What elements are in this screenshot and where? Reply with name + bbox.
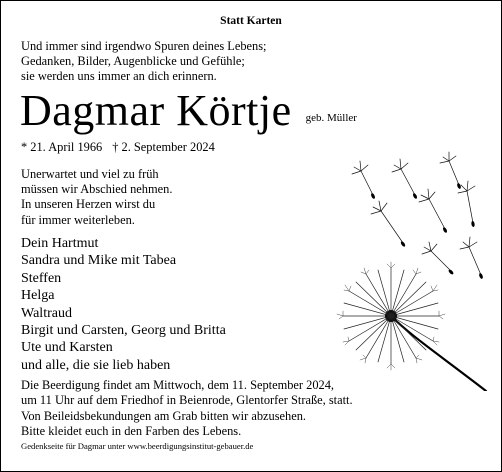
life-dates <box>21 140 215 155</box>
poem <box>21 39 266 85</box>
mourner: Birgit und Carsten, Georg und Britta <box>21 323 226 339</box>
poem-line: Und immer sind irgendwo Spuren deines Lebens; <box>21 39 267 53</box>
poem-line: Gedanken, Bilder, Augenblicke und Gefühle; <box>21 54 245 69</box>
memorial-page-note: Gedenkseite für Dagmar unter www.beerdigungsinstitut-gebauer.de <box>21 441 254 451</box>
mourner: Helga <box>21 288 55 304</box>
funeral-line: Von Beileidsbekundungen am Grab bitten wir abzusehen. <box>21 408 307 423</box>
mourner: Steffen <box>21 270 62 286</box>
funeral-line: Bitte kleidet euch in den Farben des Lebens. <box>21 423 242 438</box>
mourner: Waltraud <box>21 305 72 321</box>
funeral-line: Die Beerdigung findet am Mittwoch, dem 11. September 2024, <box>21 378 335 392</box>
funeral-line: um 11 Uhr auf dem Friedhof in Beienrode, Glentorfer Straße, statt. <box>21 393 353 408</box>
mourner: Dein Hartmut <box>21 236 99 251</box>
tribute-text <box>21 167 172 228</box>
tribute-line: In unseren Herzen wirst du <box>21 197 156 212</box>
mourners-list <box>21 235 226 374</box>
mourner: Sandra und Mike mit Tabea <box>21 253 177 269</box>
tribute-line: für immer weiterleben. <box>21 212 135 227</box>
funeral-info <box>21 378 353 439</box>
tribute-line: müssen wir Abschied nehmen. <box>21 182 173 197</box>
death-date: † 2. September 2024 <box>112 140 215 154</box>
dandelion-icon <box>321 151 501 391</box>
deceased-name: Dagmar Körtje <box>20 86 292 135</box>
mourner: und alle, die sie lieb haben <box>21 357 171 373</box>
tribute-line: Unerwartet und viel zu früh <box>21 167 159 181</box>
mourner: Ute und Karsten <box>21 340 113 356</box>
birth-date: * 21. April 1966 <box>21 140 103 154</box>
poem-line: sie werden uns immer an dich erinnern. <box>21 69 217 84</box>
header-title: Statt Karten <box>220 15 282 27</box>
birth-name: geb. Müller <box>305 112 357 124</box>
name-line <box>20 85 357 137</box>
